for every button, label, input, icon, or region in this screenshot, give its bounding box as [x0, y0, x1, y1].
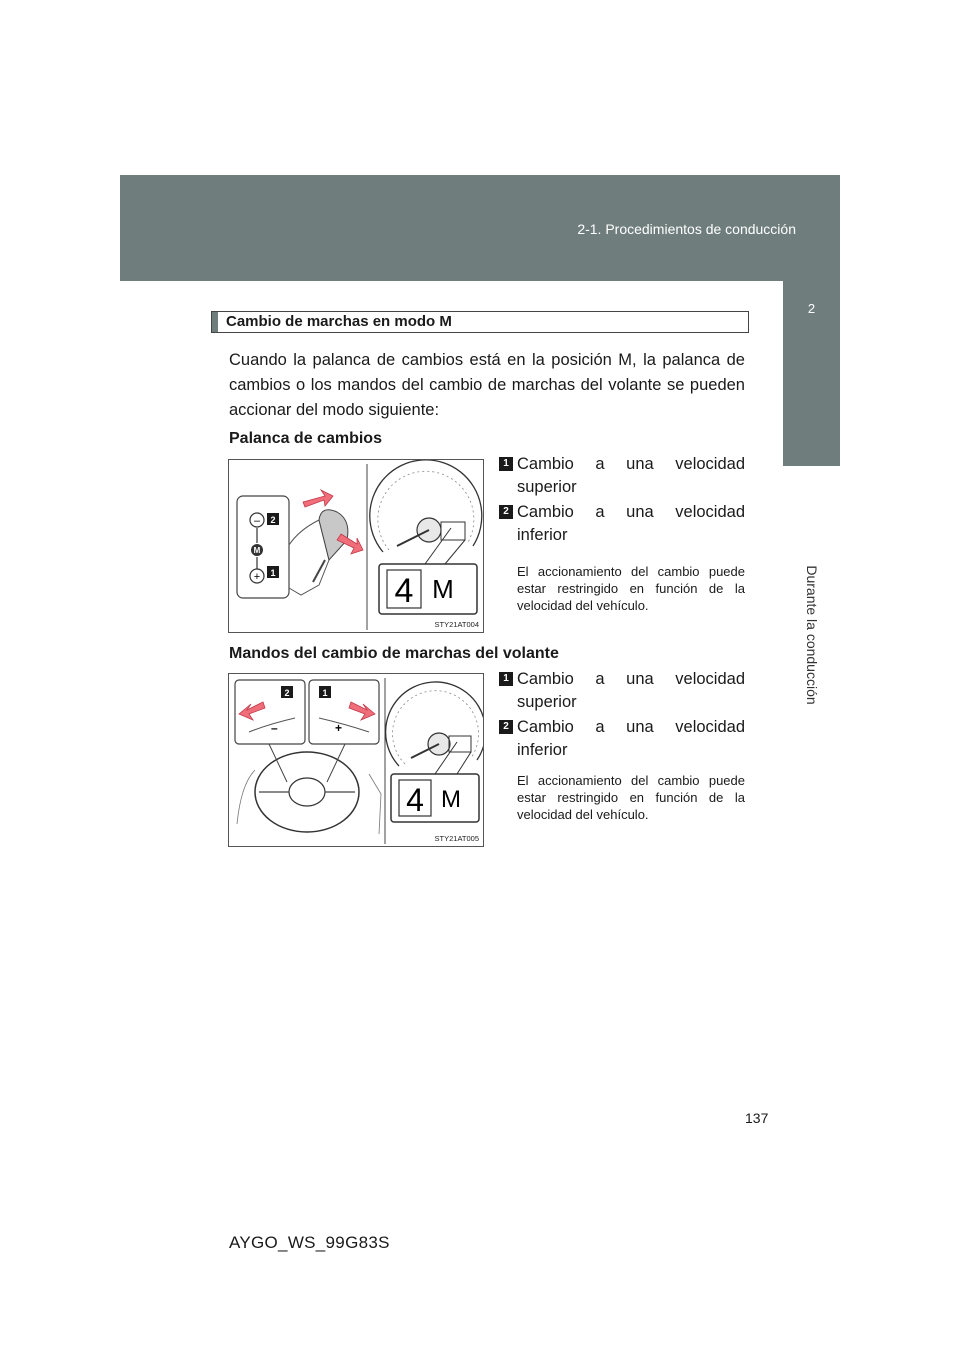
paddle-shifters-illustration — [229, 674, 483, 846]
chapter-section-title: 2-1. Procedimientos de conducción — [577, 221, 796, 237]
figure-paddle-shifters — [228, 673, 484, 847]
intro-paragraph: Cuando la palanca de cambios está en la posición M, la palanca de cambios o los mandos del cambio de marchas del volante se pueden accionar del modo siguiente: — [229, 351, 745, 419]
chapter-header — [120, 175, 840, 281]
step-downshift: 2 Cambio a una velocidad inferior — [499, 501, 745, 547]
step-downshift: 2 Cambio a una velocidad inferior — [499, 716, 745, 762]
chapter-name: Durante la conducción — [803, 565, 820, 705]
svg-text:M: M — [253, 546, 261, 555]
note-paddles: El accionamiento del cambio puede estar restringido en función de la velocidad del vehículo. — [517, 773, 745, 822]
step-number: 2 — [499, 720, 513, 734]
svg-text:1: 1 — [322, 688, 328, 698]
svg-text:2: 2 — [284, 688, 290, 698]
step-upshift: 1 Cambio a una velocidad superior — [499, 668, 745, 714]
figure-shift-lever — [228, 459, 484, 633]
chapter-number: 2 — [807, 301, 816, 316]
figure-code: STY21AT004 — [434, 620, 479, 629]
svg-text:1: 1 — [270, 568, 276, 578]
svg-text:4: 4 — [394, 572, 414, 610]
chapter-side-label — [783, 540, 840, 730]
subhead-lever: Palanca de cambios — [229, 430, 382, 447]
step-number: 1 — [499, 672, 513, 686]
step-number: 2 — [499, 505, 513, 519]
step-number: 1 — [499, 457, 513, 471]
page-number: 137 — [745, 1110, 769, 1126]
figure-code: STY21AT005 — [434, 834, 479, 843]
note-lever: El accionamiento del cambio puede estar restringido en función de la velocidad del vehículo. — [517, 564, 745, 613]
svg-text:–: – — [271, 721, 278, 735]
svg-text:M: M — [441, 786, 461, 813]
svg-text:+: + — [253, 571, 261, 583]
svg-text:M: M — [432, 574, 454, 604]
svg-text:4: 4 — [406, 782, 424, 818]
svg-text:–: – — [253, 515, 261, 527]
subhead-paddles: Mandos del cambio de marchas del volante — [229, 645, 559, 662]
chapter-side-tab — [783, 281, 840, 466]
gear-display — [391, 774, 479, 822]
shift-lever-illustration — [229, 460, 483, 632]
section-title: Cambio de marchas en modo M — [211, 311, 749, 333]
step-upshift: 1 Cambio a una velocidad superior — [499, 453, 745, 499]
document-code: AYGO_WS_99G83S — [229, 1233, 390, 1252]
svg-text:2: 2 — [270, 515, 276, 525]
shift-knob — [319, 510, 348, 560]
shift-gate-panel — [237, 496, 289, 598]
svg-text:+: + — [335, 721, 343, 735]
upshift-arrow-icon — [303, 490, 333, 507]
